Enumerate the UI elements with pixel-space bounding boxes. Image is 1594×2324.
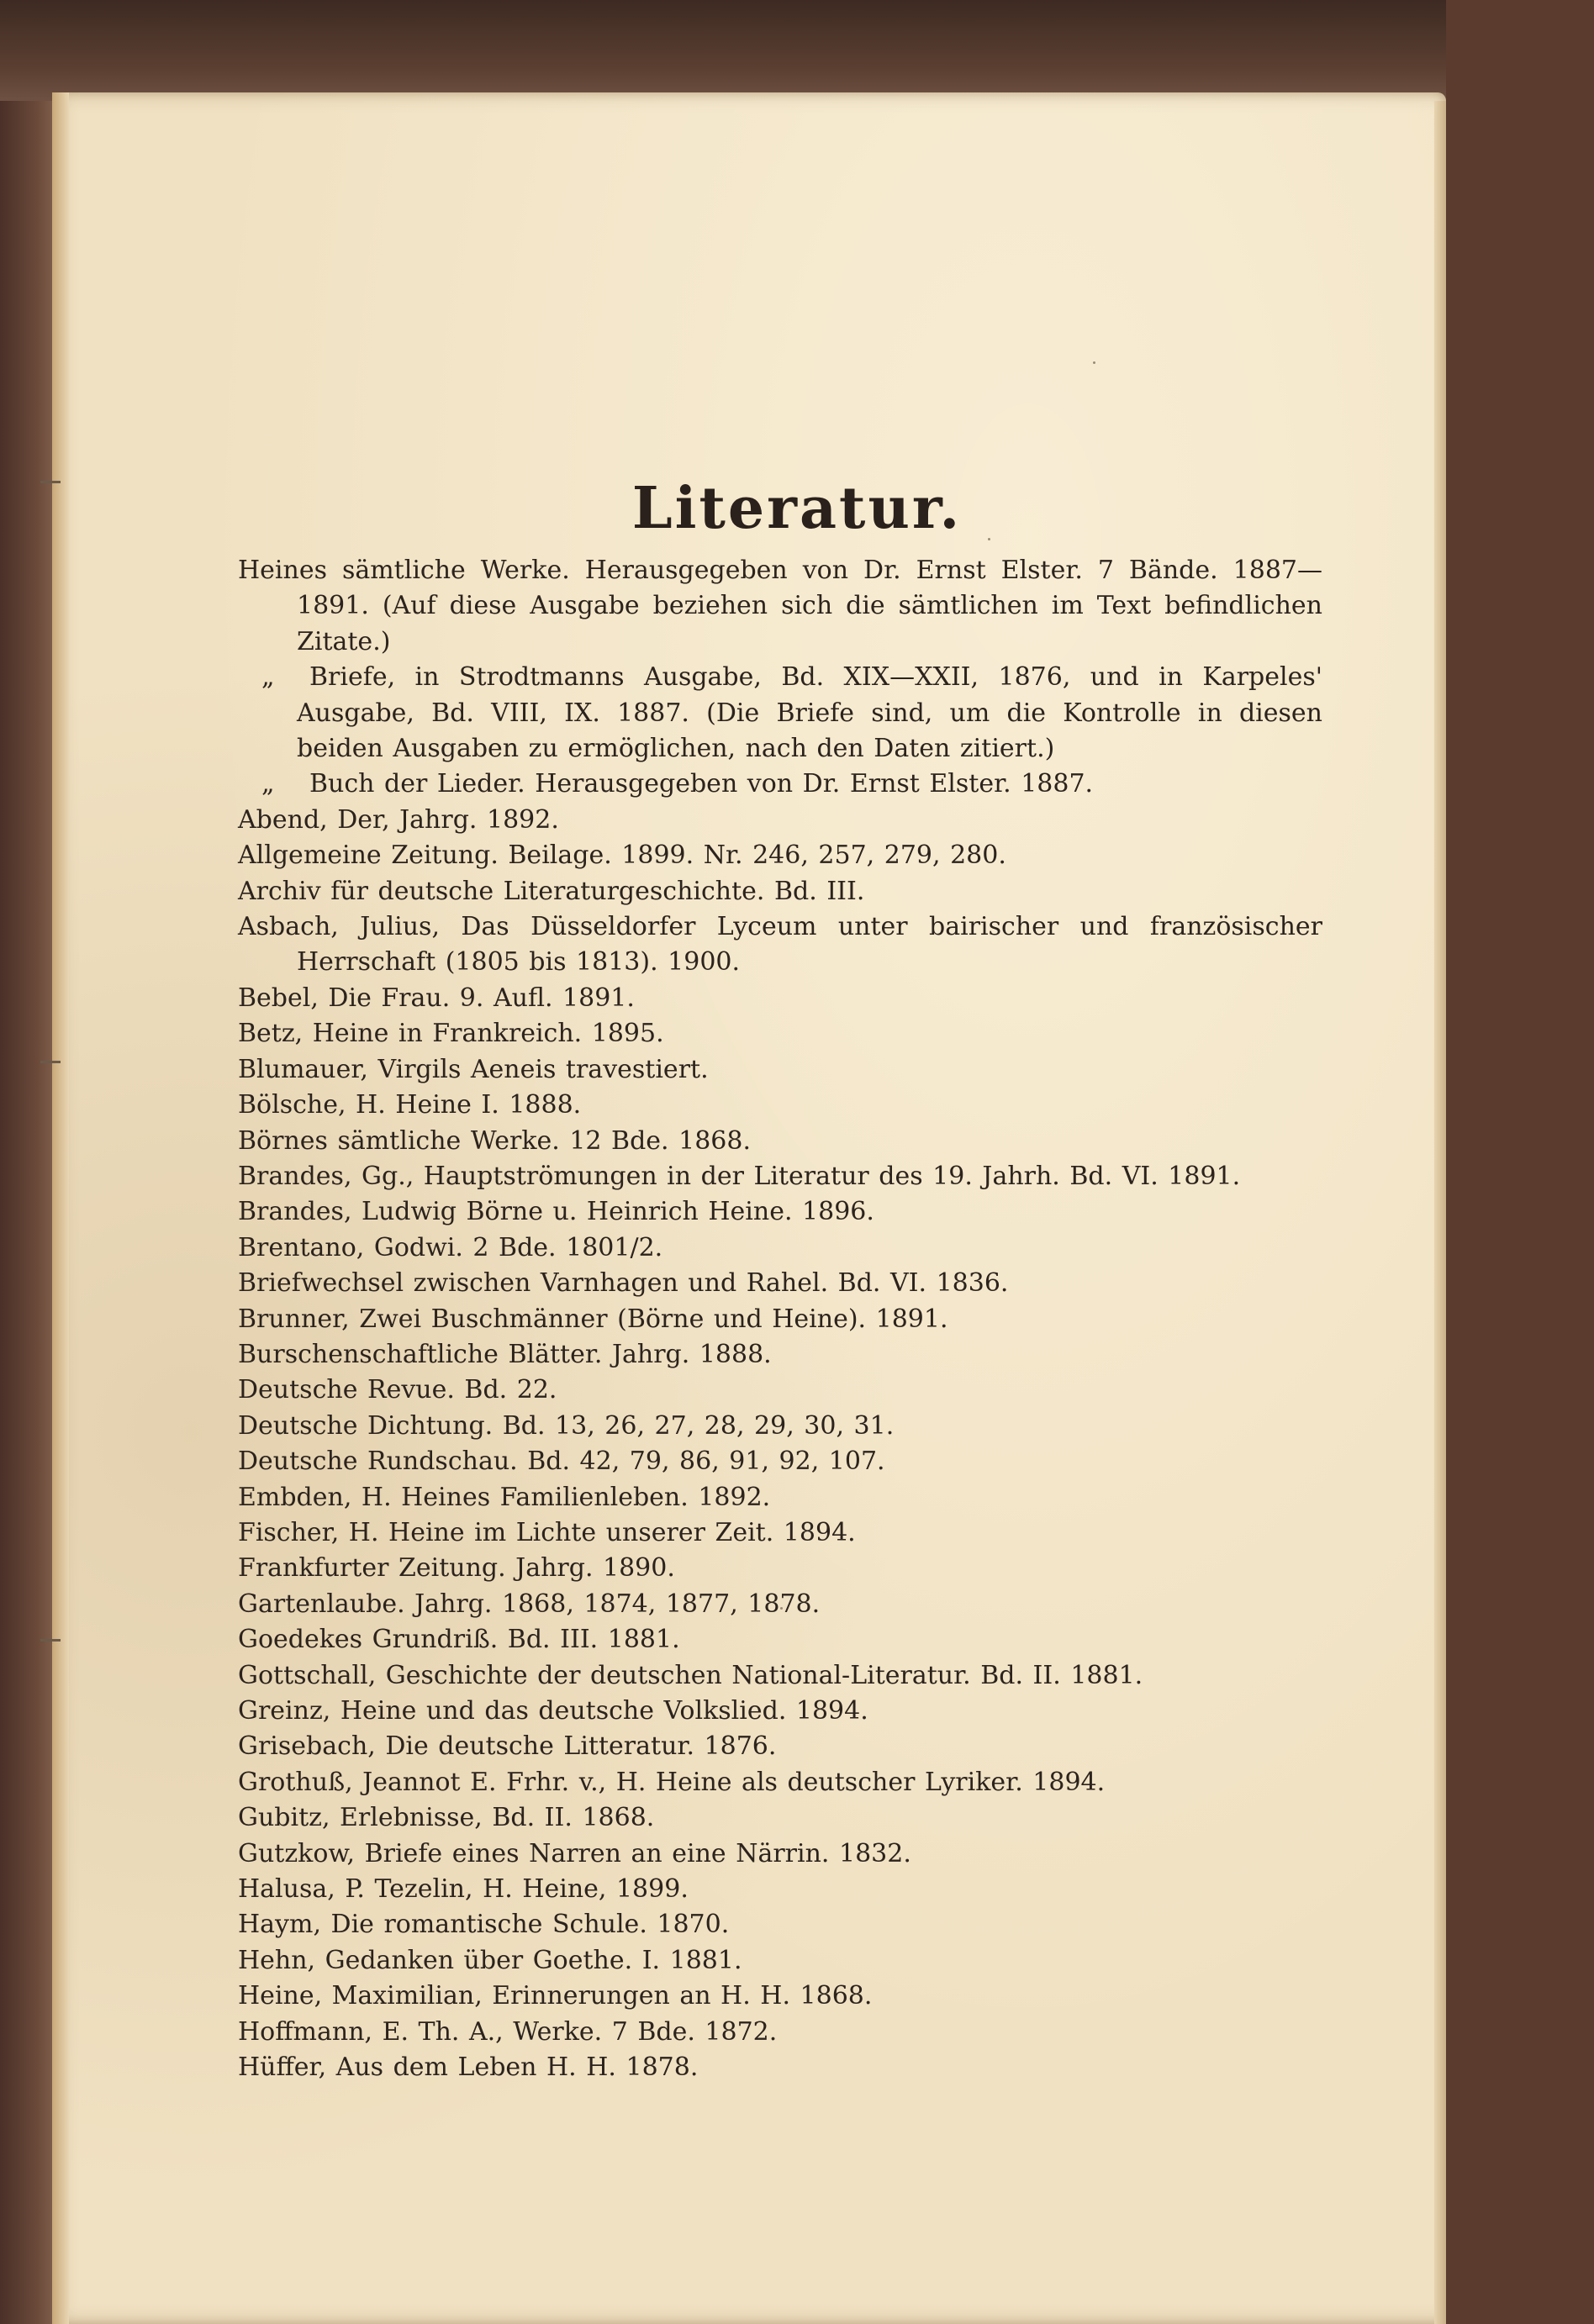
bibliography-entry: Gubitz, Erlebnisse, Bd. II. 1868. [238,1803,655,1833]
book-cover-right [1446,0,1594,2324]
bibliography-entry: Heines sämtliche Werke. Herausgegeben von Dr. Ernst Elster. 7 Bände. 1887—1891. (Auf diese Ausgabe beziehen sich die sämtlichen im Text befindlichen Zitate.) [238,556,1322,656]
bibliography-entry: Börnes sämtliche Werke. 12 Bde. 1868. [238,1125,751,1156]
bibliography-entry: Hoffmann, E. Th. A., Werke. 7 Bde. 1872. [238,2016,778,2047]
bibliography-entry: Bebel, Die Frau. 9. Aufl. 1891. [238,983,635,1013]
bibliography-entry: „ Buch der Lieder. Herausgegeben von Dr. Ernst Elster. 1887. [238,767,1322,802]
bibliography-entry: Blumauer, Virgils Aeneis travestiert. [238,1054,709,1084]
bibliography-entry: Goedekes Grundriß. Bd. III. 1881. [238,1625,680,1655]
ditto-mark: „ [261,769,275,799]
bibliography-entry: Abend, Der, Jahrg. 1892. [238,804,559,835]
bibliography-entry: Burschenschaftliche Blätter. Jahrg. 1888. [238,1339,772,1369]
bibliography-entry: Brentano, Godwi. 2 Bde. 1801/2. [238,1232,663,1262]
paper-speck [1093,361,1095,364]
bibliography-entry: Hüffer, Aus dem Leben H. H. 1878. [238,2053,699,2083]
bibliography-entry: Halusa, P. Tezelin, H. Heine, 1899. [238,1874,689,1905]
bibliography-entry: Brunner, Zwei Buschmänner (Börne und Heine). 1891. [238,1304,948,1334]
bibliography-entry: Bölsche, H. Heine I. 1888. [238,1090,582,1120]
bibliography-entry: Hehn, Gedanken über Goethe. I. 1881. [238,1945,742,1975]
margin-mark [40,1061,61,1063]
page-gutter [52,92,69,2324]
bibliography-entry: Gutzkow, Briefe eines Narren an eine Närrin. 1832. [238,1838,911,1868]
bibliography-entry: Betz, Heine in Frankreich. 1895. [238,1019,664,1049]
bibliography-entry: Grisebach, Die deutsche Litteratur. 1876. [238,1731,777,1762]
bibliography-entry: Archiv für deutsche Literaturgeschichte. Bd. III. [238,876,865,906]
bibliography-entry: Embden, H. Heines Familienleben. 1892. [238,1482,771,1512]
page-title: Literatur. [631,475,963,542]
page-edge [1434,101,1446,2324]
bibliography-entry: Asbach, Julius, Das Düsseldorfer Lyceum unter bairischer und französischer Herrschaft (1805 bis 1813). 1900. [238,912,1322,978]
bibliography-entry: Greinz, Heine und das deutsche Volkslied. 1894. [238,1696,868,1726]
bibliography-entry: Gartenlaube. Jahrg. 1868, 1874, 1877, 1878. [238,1589,821,1619]
bibliography-entry: Allgemeine Zeitung. Beilage. 1899. Nr. 246, 257, 279, 280. [238,841,1006,871]
ditto-mark: „ [261,662,275,693]
bibliography-entry: Gottschall, Geschichte der deutschen National-Literatur. Bd. II. 1881. [238,1660,1143,1690]
bibliography-entry: Heine, Maximilian, Erinnerungen an H. H. 1868. [238,1981,873,2011]
bibliography-entry: Deutsche Dichtung. Bd. 13, 26, 27, 28, 29, 30, 31. [238,1410,895,1441]
bibliography-entry: Deutsche Rundschau. Bd. 42, 79, 86, 91, 92, 107. [238,1447,885,1477]
margin-mark [40,1639,61,1642]
bibliography-entry: „ Briefe, in Strodtmanns Ausgabe, Bd. XIX—XXII, 1876, und in Karpeles' Ausgabe, Bd. VIII, IX. 1887. (Die Briefe sind, um die Kontrolle in diesen beiden Ausgaben zu ermöglichen, nach den Daten zitiert.) [238,660,1322,767]
bibliography-entry: Briefwechsel zwischen Varnhagen und Rahel. Bd. VI. 1836. [238,1268,1009,1299]
book-cover-top [0,0,1446,101]
bibliography-entry: Brandes, Gg., Hauptströmungen in der Literatur des 19. Jahrh. Bd. VI. 1891. [238,1161,1241,1191]
bibliography-entry: Grothuß, Jeannot E. Frhr. v., H. Heine als deutscher Lyriker. 1894. [238,1767,1106,1797]
bibliography-list [238,553,1322,2085]
bibliography-entry: Frankfurter Zeitung. Jahrg. 1890. [238,1553,675,1584]
bibliography-entry: Fischer, H. Heine im Lichte unserer Zeit. 1894. [238,1517,856,1547]
bibliography-entry: Haym, Die romantische Schule. 1870. [238,1910,730,1940]
bibliography-entry: Deutsche Revue. Bd. 22. [238,1375,557,1405]
bibliography-entry: Brandes, Ludwig Börne u. Heinrich Heine. 1896. [238,1197,874,1227]
